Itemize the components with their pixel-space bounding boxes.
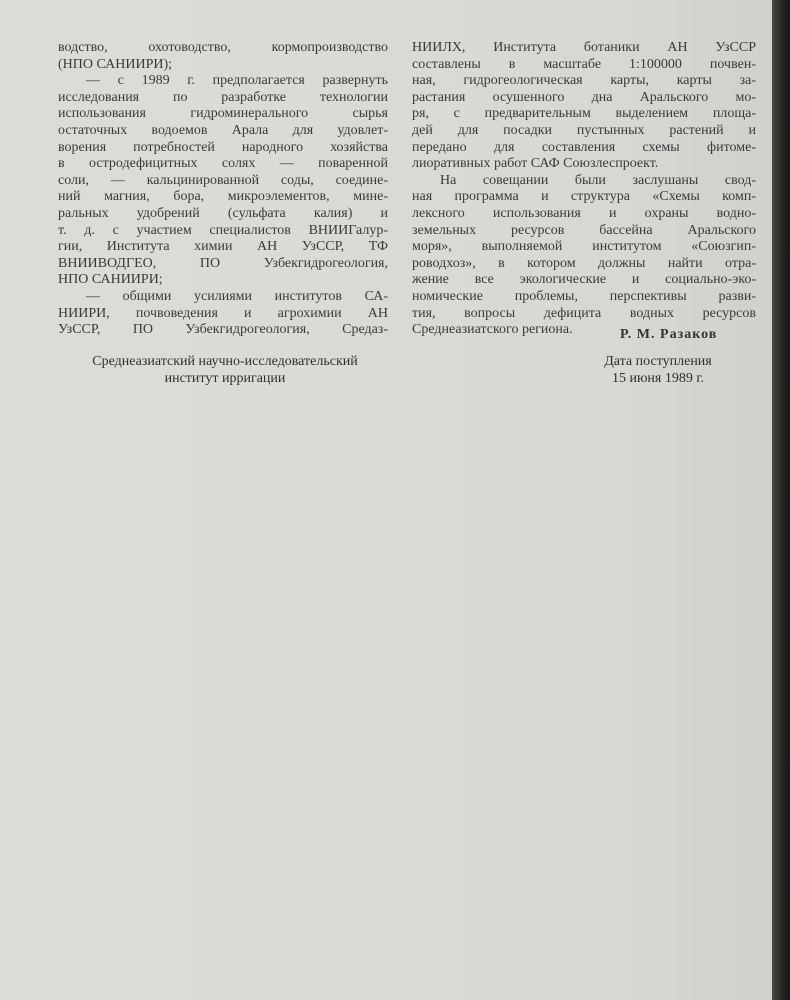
text-line: водство, охотоводство, кормопроизводство xyxy=(58,40,388,55)
text-line: тия, вопросы дефицита водных ресурсов xyxy=(412,305,756,321)
right-text-column xyxy=(412,40,756,339)
text-line: ворения потребностей народного хозяйства xyxy=(58,139,388,155)
received-label: Дата поступления xyxy=(604,354,712,369)
text-line: роводхоз», в котором должны найти отра- xyxy=(412,255,756,271)
text-line: НИИЛХ, Института ботаники АН УзССР xyxy=(412,40,756,55)
text-line: моря», выполняемой институтом «Союзгип- xyxy=(412,239,756,255)
text-line: ря, с предварительным выделением площа- xyxy=(412,106,756,122)
text-line: составлены в масштабе 1:100000 почвен- xyxy=(412,56,756,72)
text-line: ная программа и структура «Схемы комп- xyxy=(412,189,756,205)
text-line: соли, — кальцинированной соды, соедине- xyxy=(58,172,388,188)
text-line: дей для посадки пустынных растений и xyxy=(412,122,756,138)
text-line: лиоративных работ САФ Союзлеспроект. xyxy=(412,156,659,172)
institute-name-line: Среднеазиатский научно-исследовательский xyxy=(92,354,358,369)
text-line: использования гидроминерального сырья xyxy=(58,106,388,122)
text-line: УзССР, ПО Узбекгидрогеология, Средаз- xyxy=(58,322,388,338)
text-line: номические проблемы, перспективы разви- xyxy=(412,288,756,304)
text-line: НИИРИ, почвоведения и агрохимии АН xyxy=(58,305,388,321)
text-line: — с 1989 г. предполагается развернуть xyxy=(86,73,388,89)
received-date-block xyxy=(568,353,748,387)
institute-affiliation xyxy=(58,353,392,387)
text-line: — общими усилиями институтов СА- xyxy=(86,288,388,304)
text-line: ральных удобрений (сульфата калия) и xyxy=(58,205,388,221)
text-line: в остродефицитных солях — поваренной xyxy=(58,156,388,172)
text-line: ная, гидрогеологическая карты, карты за- xyxy=(412,73,756,89)
text-line: остаточных водоемов Арала для удовлет- xyxy=(58,122,388,138)
institute-name-line: институт ирригации xyxy=(164,371,286,386)
text-line: ний магния, бора, микроэлементов, мине- xyxy=(58,189,388,205)
text-line: НПО САНИИРИ; xyxy=(58,272,163,288)
text-line: жение все экологические и социально-эко- xyxy=(412,272,756,288)
text-line: растания осушенного дна Аральского мо- xyxy=(412,89,756,105)
text-line: т. д. с участием специалистов ВНИИГалур- xyxy=(58,222,388,238)
text-line: (НПО САНИИРИ); xyxy=(58,56,173,72)
text-line: На совещании были заслушаны свод- xyxy=(440,172,756,188)
text-line: земельных ресурсов бассейна Аральского xyxy=(412,222,756,238)
text-line: лексного использования и охраны водно- xyxy=(412,205,756,221)
left-text-column xyxy=(58,40,388,339)
book-edge-shadow xyxy=(772,0,790,1000)
text-line: ВНИИВОДГЕО, ПО Узбекгидрогеология, xyxy=(58,255,388,271)
text-line: исследования по разработке технологии xyxy=(58,89,388,105)
text-line: передано для составления схемы фитоме- xyxy=(412,139,756,155)
text-line: гии, Института химии АН УзССР, ТФ xyxy=(58,239,388,255)
received-date: 15 июня 1989 г. xyxy=(611,371,705,386)
text-line: Среднеазиатского региона. xyxy=(412,322,573,338)
author-signature: Р. М. Разаков xyxy=(620,327,718,342)
